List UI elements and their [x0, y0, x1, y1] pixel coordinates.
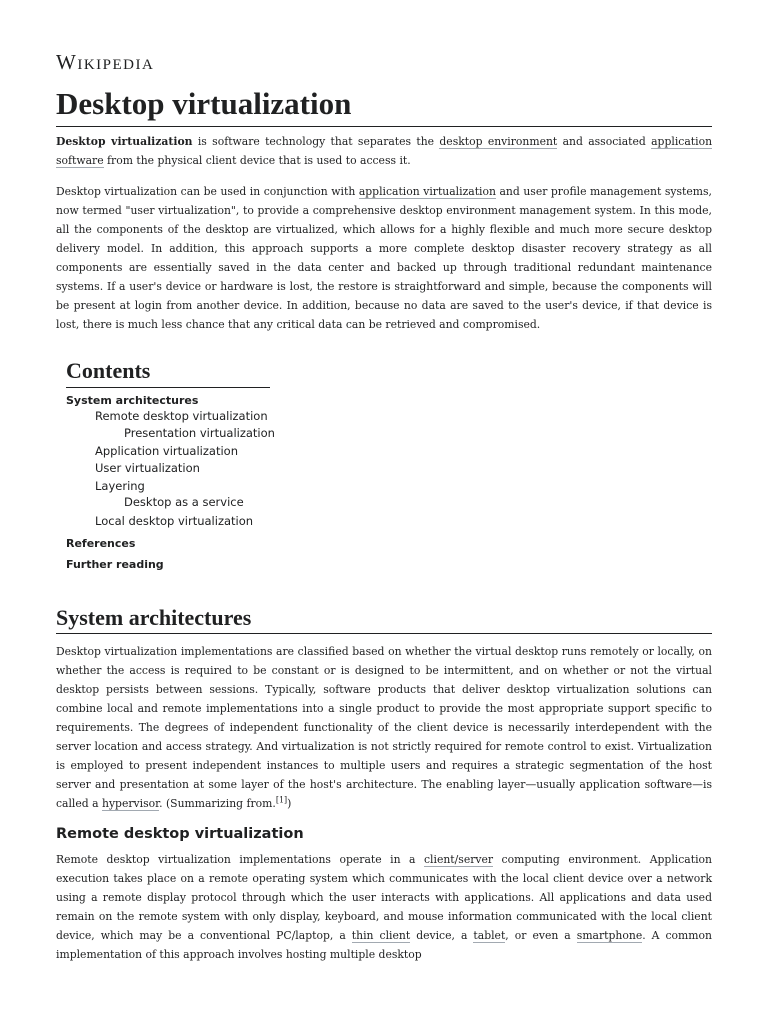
- section1-text-2: . (Summarizing from.: [159, 797, 276, 810]
- intro-text-1: is software technology that separates the: [192, 135, 440, 148]
- section1-text-3: ): [287, 797, 292, 810]
- link-desktop-environment[interactable]: desktop environment: [439, 135, 558, 148]
- toc-item-local-desktop-virtualization[interactable]: Local desktop virtualization: [95, 514, 254, 528]
- section2-text-3: device, a: [410, 929, 474, 942]
- toc-item-layering[interactable]: Layering: [95, 479, 145, 493]
- wikipedia-logo[interactable]: Wikipedia: [56, 50, 155, 74]
- section2-text-1: Remote desktop virtualization implementations operate in a: [56, 853, 424, 866]
- intro-term: Desktop virtualization: [56, 135, 193, 148]
- subsection-heading-remote-desktop-virtualization: Remote desktop virtualization: [56, 826, 304, 842]
- link-smartphone[interactable]: smartphone: [576, 929, 643, 942]
- intro-text-2: and associated: [557, 135, 652, 148]
- toc-item-further-reading[interactable]: Further reading: [66, 558, 164, 571]
- section2-text-4: , or even a: [505, 929, 577, 942]
- link-application-virtualization[interactable]: application virtualization: [358, 185, 496, 198]
- link-hypervisor[interactable]: hypervisor: [102, 797, 160, 810]
- toc-item-application-virtualization[interactable]: Application virtualization: [95, 444, 238, 458]
- toc-item-user-virtualization[interactable]: User virtualization: [95, 461, 200, 475]
- intro-text-3: from the physical client device that is used to access it.: [103, 154, 411, 167]
- section-heading-system-architectures: System architectures: [56, 604, 712, 634]
- table-of-contents: [66, 356, 270, 388]
- link-application-software[interactable]: application software: [56, 135, 713, 167]
- intro-paragraph: [56, 132, 712, 170]
- section2-text-2: computing environment. Application execution takes place on a remote operating system which communicates with the local client device over a network using a remote display protocol through which the user interacts with applications. All applications and data used remain on the remote system with only display, keyboard, and mouse information communicated with the local client device, which may be a conventional PC/laptop, a: [56, 853, 712, 942]
- paragraph-2: [56, 182, 712, 334]
- citation-1[interactable]: [1]: [275, 795, 288, 805]
- para2-text-2: and user profile management systems, now termed "user virtualization", to provide a comprehensive desktop environment management system. In this mode, all the components of the desktop are virtualized, which allows for a highly flexible and much more secure desktop delivery model. In addition, this approach supports a more complete desktop disaster recovery strategy as all components are essentially saved in the data center and backed up through traditional redundant maintenance systems. If a user's device or hardware is lost, the restore is straightforward and simple, because the components will be present at login from another device. In addition, because no data are saved to the user's device, if that device is lost, there is much less chance that any critical data can be retrieved and compromised.: [56, 185, 712, 331]
- toc-item-system-architectures[interactable]: System architectures: [66, 394, 199, 407]
- para2-text-1: Desktop virtualization can be used in conjunction with: [56, 185, 359, 198]
- toc-item-references[interactable]: References: [66, 537, 136, 550]
- section2-text-5: . A common implementation of this approach involves hosting multiple desktop: [56, 929, 712, 961]
- toc-item-presentation-virtualization[interactable]: Presentation virtualization: [124, 426, 275, 440]
- toc-item-remote-desktop-virtualization[interactable]: Remote desktop virtualization: [95, 409, 268, 423]
- toc-title: Contents: [66, 356, 270, 388]
- section1-text-1: Desktop virtualization implementations are classified based on whether the virtual desktop runs remotely or locally, on whether the access is required to be constant or is designed to be intermittent, and on whether or not the virtual desktop persists between sessions. Typically, software products that deliver desktop virtualization solutions can combine local and remote implementations into a single product to provide the most appropriate support specific to requirements. The degrees of independent functionality of the client device is necessarily interdependent with the server location and access strategy. And virtualization is not strictly required for remote control to exist. Virtualization is employed to present independent instances to multiple users and requires a strategic segmentation of the host server and presentation at some layer of the host's architecture. The enabling layer—usually application software—is called a: [56, 645, 712, 810]
- link-client-server[interactable]: client/server: [424, 853, 494, 866]
- page-title: Desktop virtualization: [56, 84, 712, 127]
- link-tablet[interactable]: tablet: [473, 929, 506, 942]
- system-architectures-paragraph: [56, 642, 712, 813]
- link-thin-client[interactable]: thin client: [351, 929, 411, 942]
- remote-desktop-paragraph: [56, 850, 712, 964]
- toc-item-desktop-as-a-service[interactable]: Desktop as a service: [124, 495, 244, 509]
